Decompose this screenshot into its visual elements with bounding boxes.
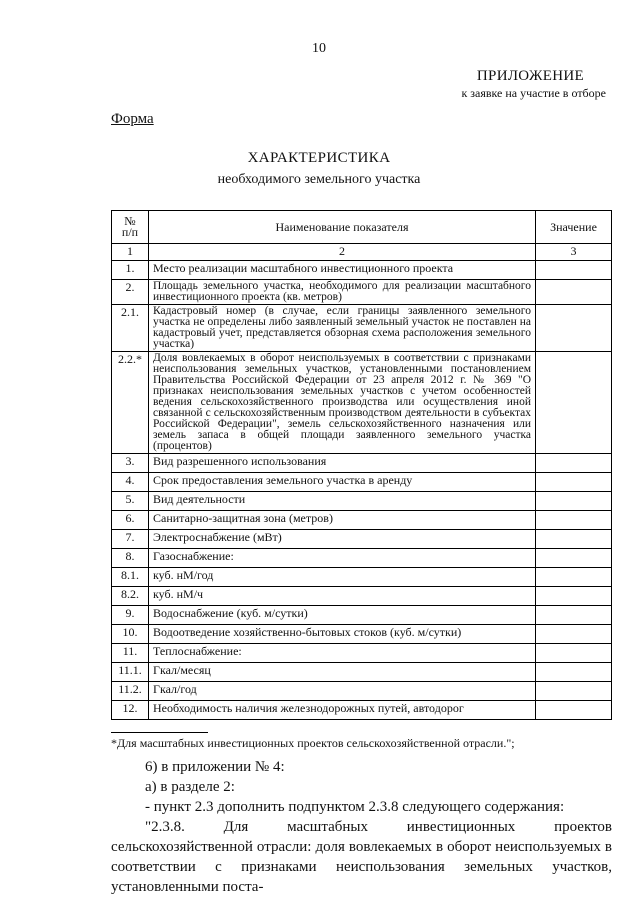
row-number: 8. [112, 549, 149, 568]
row-value[interactable] [536, 549, 612, 568]
row-number: 3. [112, 454, 149, 473]
row-value[interactable] [536, 530, 612, 549]
column-number: 2 [149, 244, 536, 261]
table-row [112, 549, 612, 568]
row-number: 12. [112, 701, 149, 720]
row-name: куб. нМ/ч [149, 587, 536, 606]
footnote-divider [111, 732, 208, 733]
table-row [112, 701, 612, 720]
row-value[interactable] [536, 625, 612, 644]
body-paragraph: а) в разделе 2: [145, 779, 235, 795]
column-header-number [112, 211, 149, 244]
row-number: 8.2. [112, 587, 149, 606]
column-number: 1 [112, 244, 149, 261]
column-header-name: Наименование показателя [149, 211, 536, 244]
appendix-title: ПРИЛОЖЕНИЕ [476, 68, 584, 84]
row-name: Теплоснабжение: [149, 644, 536, 663]
table-row [112, 454, 612, 473]
row-value[interactable] [536, 473, 612, 492]
table-header-row [112, 211, 612, 244]
document-subtitle: необходимого земельного участка [217, 172, 421, 187]
row-value[interactable] [536, 606, 612, 625]
row-name: Санитарно-защитная зона (метров) [149, 511, 536, 530]
row-name: Водоотведение хозяйственно-бытовых стоков (куб. м/сутки) [149, 625, 536, 644]
row-value[interactable] [536, 568, 612, 587]
row-number: 2.2.* [112, 352, 149, 454]
row-value[interactable] [536, 454, 612, 473]
row-number: 8.1. [112, 568, 149, 587]
row-name: Площадь земельного участка, необходимого для реализации масштабного инвестиционного проекта (кв. метров) [149, 280, 536, 305]
row-number: 9. [112, 606, 149, 625]
characteristics-table [111, 210, 612, 720]
table-row [112, 473, 612, 492]
row-number: 6. [112, 511, 149, 530]
row-number: 2. [112, 280, 149, 305]
row-name: Вид деятельности [149, 492, 536, 511]
table-row [112, 352, 612, 454]
row-name: Место реализации масштабного инвестиционного проекта [149, 261, 536, 280]
row-name: Срок предоставления земельного участка в аренду [149, 473, 536, 492]
row-name: Гкал/месяц [149, 663, 536, 682]
row-value[interactable] [536, 663, 612, 682]
row-name: Доля вовлекаемых в оборот неиспользуемых в соответствии с признаками неиспользования земельных участков, установленными постановлением Правительства Российской Федерации от 23 апреля 2012 г. № 369 "О признаках неиспользования земельных участков с учетом особенностей ведения сельскохозяйственного производства или осуществления иной связанной с сельскохозяйственным производством деятельности в субъектах Российской Федерации", земель сельскохозяйственного назначения или земель запаса в общей площади заявленного земельного участка (процентов) [149, 352, 536, 454]
row-name: Газоснабжение: [149, 549, 536, 568]
row-value[interactable] [536, 492, 612, 511]
page-number: 10 [312, 41, 326, 56]
row-number: 11.2. [112, 682, 149, 701]
body-paragraph: - пункт 2.3 дополнить подпунктом 2.3.8 следующего содержания: [145, 799, 565, 815]
table-row [112, 568, 612, 587]
row-number: 4. [112, 473, 149, 492]
row-value[interactable] [536, 644, 612, 663]
row-name: Водоснабжение (куб. м/сутки) [149, 606, 536, 625]
row-name: Вид разрешенного использования [149, 454, 536, 473]
table-row [112, 305, 612, 352]
table-row [112, 625, 612, 644]
row-name: куб. нМ/год [149, 568, 536, 587]
body-paragraph: 6) в приложении № 4: [145, 759, 285, 775]
column-number-row [112, 244, 612, 261]
table-row [112, 663, 612, 682]
row-value[interactable] [536, 305, 612, 352]
row-value[interactable] [536, 701, 612, 720]
table-row [112, 261, 612, 280]
appendix-subtitle: к заявке на участие в отборе [461, 86, 606, 100]
column-number: 3 [536, 244, 612, 261]
row-name: Кадастровый номер (в случае, если границы заявленного земельного участка не определены либо заявленный земельный участок не поставлен на кадастровый учет, представляется обзорная схема расположения земельного участка) [149, 305, 536, 352]
body-paragraph [111, 817, 612, 897]
row-number: 11.1. [112, 663, 149, 682]
row-value[interactable] [536, 587, 612, 606]
form-label: Форма [111, 111, 154, 127]
table-row [112, 587, 612, 606]
table-row [112, 644, 612, 663]
column-header-number-label: № п/п [121, 214, 139, 239]
body-paragraph-text: "2.3.8. Для масштабных инвестиционных проектов сельскохозяйственной отрасли: доля вовлекаемых в оборот неиспользуемых в соответствии с признаками неиспользования земельных участков, установленными поста- [111, 819, 612, 895]
row-number: 11. [112, 644, 149, 663]
row-value[interactable] [536, 280, 612, 305]
table-row [112, 280, 612, 305]
row-number: 7. [112, 530, 149, 549]
row-number: 1. [112, 261, 149, 280]
column-header-value: Значение [536, 211, 612, 244]
table-row [112, 682, 612, 701]
table-row [112, 511, 612, 530]
table-row [112, 606, 612, 625]
row-number: 5. [112, 492, 149, 511]
row-value[interactable] [536, 511, 612, 530]
row-name: Гкал/год [149, 682, 536, 701]
row-number: 10. [112, 625, 149, 644]
table-row [112, 492, 612, 511]
document-title: ХАРАКТЕРИСТИКА [247, 150, 391, 166]
row-number: 2.1. [112, 305, 149, 352]
row-value[interactable] [536, 682, 612, 701]
row-value[interactable] [536, 261, 612, 280]
row-name: Необходимость наличия железнодорожных путей, автодорог [149, 701, 536, 720]
footnote: *Для масштабных инвестиционных проектов сельскохозяйственной отрасли."; [111, 736, 515, 750]
row-name: Электроснабжение (мВт) [149, 530, 536, 549]
row-value[interactable] [536, 352, 612, 454]
table-row [112, 530, 612, 549]
